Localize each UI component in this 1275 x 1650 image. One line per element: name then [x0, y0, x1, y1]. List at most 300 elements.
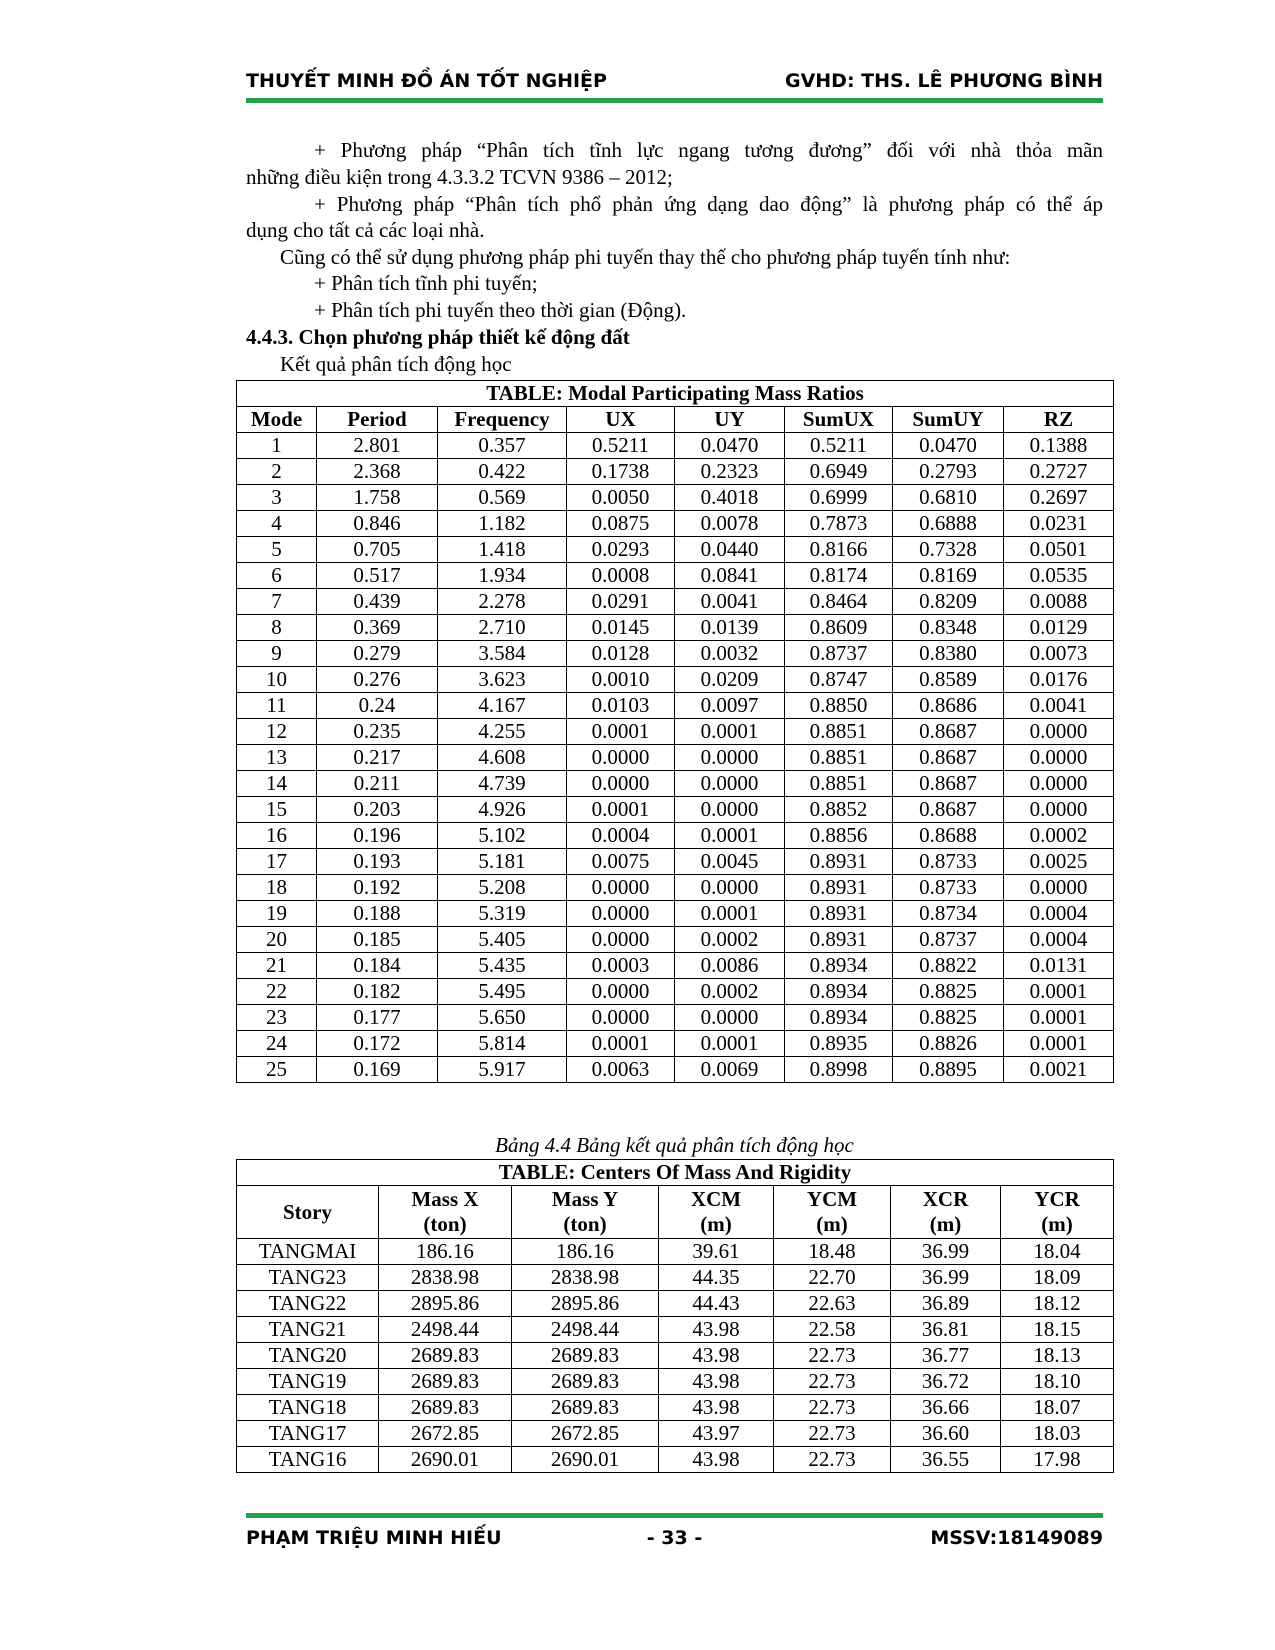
table-cell: 22.63	[774, 1291, 891, 1317]
table-cell: TANG23	[237, 1265, 379, 1291]
table-cell: 22.58	[774, 1317, 891, 1343]
table-title: TABLE: Centers Of Mass And Rigidity	[237, 1160, 1114, 1186]
column-header	[512, 1186, 659, 1239]
table-row	[237, 719, 1114, 745]
table-cell: 0.182	[317, 979, 438, 1005]
table-cell: 0.0078	[675, 511, 785, 537]
table-cell: 0.8856	[785, 823, 893, 849]
table-cell: 2689.83	[379, 1369, 512, 1395]
table-row	[237, 693, 1114, 719]
paragraph-line: + Phân tích tĩnh phi tuyến;	[314, 271, 538, 295]
table-cell: 0.0004	[1004, 927, 1114, 953]
table-cell: 0.0000	[675, 745, 785, 771]
table-cell: 0.0145	[567, 615, 675, 641]
table-cell: 13	[237, 745, 317, 771]
table-cell: 18.48	[774, 1239, 891, 1265]
table-cell: 0.0002	[1004, 823, 1114, 849]
table-cell: 0.0021	[1004, 1057, 1114, 1083]
table-cell: 0.369	[317, 615, 438, 641]
column-header	[659, 1186, 774, 1239]
table-cell: 0.8851	[785, 719, 893, 745]
paragraph-line: dụng cho tất cả các loại nhà.	[246, 218, 485, 242]
table-cell: 0.185	[317, 927, 438, 953]
table-cell: 2.278	[438, 589, 567, 615]
table-cell: 0.0086	[675, 953, 785, 979]
table-cell: 0.8851	[785, 771, 893, 797]
table-cell: 0.8931	[785, 875, 893, 901]
column-header-unit: (ton)	[423, 1212, 467, 1236]
table-cell: 0.192	[317, 875, 438, 901]
column-header-label: Story	[283, 1199, 332, 1224]
table-cell: 36.81	[891, 1317, 1001, 1343]
table-cell: 2672.85	[379, 1421, 512, 1447]
table-row	[237, 1369, 1114, 1395]
table-cell: 1.758	[317, 485, 438, 511]
table-row	[237, 979, 1114, 1005]
table-cell: 0.8931	[785, 927, 893, 953]
table-cell: 0.0001	[1004, 979, 1114, 1005]
table-cell: 24	[237, 1031, 317, 1057]
table-row	[237, 1421, 1114, 1447]
table-cell: 22.73	[774, 1421, 891, 1447]
table-row	[237, 641, 1114, 667]
table-cell: 22.70	[774, 1265, 891, 1291]
table-cell: 0.0004	[567, 823, 675, 849]
table-cell: 0.0470	[893, 433, 1004, 459]
table-cell: 11	[237, 693, 317, 719]
table-cell: 2690.01	[512, 1447, 659, 1473]
intro-text: Kết quả phân tích động học	[280, 352, 512, 376]
table-row	[237, 1057, 1114, 1083]
table-cell: 0.0002	[675, 927, 785, 953]
table-cell: 19	[237, 901, 317, 927]
table-cell: 0.8737	[893, 927, 1004, 953]
table-row	[237, 1317, 1114, 1343]
table-cell: 0.8589	[893, 667, 1004, 693]
table-cell: 5.102	[438, 823, 567, 849]
table-cell: 6	[237, 563, 317, 589]
table-cell: 7	[237, 589, 317, 615]
table-cell: 22.73	[774, 1395, 891, 1421]
table-cell: 16	[237, 823, 317, 849]
table-cell: 4.926	[438, 797, 567, 823]
table-cell: 0.0841	[675, 563, 785, 589]
table-cell: 4.739	[438, 771, 567, 797]
table-cell: 0.0128	[567, 641, 675, 667]
table-cell: 2689.83	[379, 1395, 512, 1421]
table-cell: 2689.83	[512, 1395, 659, 1421]
table-cell: 0.0008	[567, 563, 675, 589]
table-cell: 2895.86	[379, 1291, 512, 1317]
table-cell: 0.8174	[785, 563, 893, 589]
table-cell: 0.0041	[1004, 693, 1114, 719]
table-row	[237, 1031, 1114, 1057]
table-row	[237, 1447, 1114, 1473]
table-cell: 0.4018	[675, 485, 785, 511]
table-cell: 0.8166	[785, 537, 893, 563]
table-row	[237, 667, 1114, 693]
table-cell: 0.0063	[567, 1057, 675, 1083]
table-cell: 17.98	[1001, 1447, 1114, 1473]
table-cell: 0.0001	[675, 901, 785, 927]
table-row	[237, 537, 1114, 563]
table-cell: 0.8687	[893, 771, 1004, 797]
footer-author: PHẠM TRIỆU MINH HIẾU	[246, 1527, 502, 1549]
table-cell: 0.0000	[567, 979, 675, 1005]
column-header: UY	[675, 407, 785, 433]
table-cell: 8	[237, 615, 317, 641]
table-cell: 20	[237, 927, 317, 953]
table-cell: 18.04	[1001, 1239, 1114, 1265]
table-cell: 0.0129	[1004, 615, 1114, 641]
table-cell: 0.0000	[567, 901, 675, 927]
table-row	[237, 459, 1114, 485]
column-header: SumUY	[893, 407, 1004, 433]
table-cell: 0.0010	[567, 667, 675, 693]
table-caption: Bảng 4.4 Bảng kết quả phân tích động học	[495, 1133, 854, 1157]
table-cell: TANGMAI	[237, 1239, 379, 1265]
table-cell: TANG21	[237, 1317, 379, 1343]
table-cell: 5.208	[438, 875, 567, 901]
table-row	[237, 953, 1114, 979]
table-cell: 0.8931	[785, 849, 893, 875]
paragraph-line: những điều kiện trong 4.3.3.2 TCVN 9386 – 2012;	[246, 165, 673, 189]
column-header: Period	[317, 407, 438, 433]
table-cell: 0.0501	[1004, 537, 1114, 563]
column-header-label: YCR	[1034, 1187, 1080, 1211]
table-cell: 0.8733	[893, 849, 1004, 875]
table-cell: 2690.01	[379, 1447, 512, 1473]
table-cell: 22.73	[774, 1447, 891, 1473]
table-cell: 0.0050	[567, 485, 675, 511]
table-cell: 0.0075	[567, 849, 675, 875]
table-row	[237, 797, 1114, 823]
table-cell: 4.167	[438, 693, 567, 719]
table-cell: 0.8737	[785, 641, 893, 667]
table-cell: 0.24	[317, 693, 438, 719]
header-rule	[246, 98, 1103, 103]
table-cell: 0.8209	[893, 589, 1004, 615]
table-cell: 0.2793	[893, 459, 1004, 485]
table-cell: 0.0001	[675, 719, 785, 745]
table-cell: 9	[237, 641, 317, 667]
table-cell: 0.0535	[1004, 563, 1114, 589]
column-header-label: Mass X	[411, 1187, 479, 1211]
table-row	[237, 901, 1114, 927]
table-row	[237, 1343, 1114, 1369]
table-cell: 0.276	[317, 667, 438, 693]
table-cell: 2672.85	[512, 1421, 659, 1447]
paragraph-line: + Phân tích phi tuyến theo thời gian (Động).	[314, 298, 687, 322]
table-cell: 1.934	[438, 563, 567, 589]
table-row	[237, 823, 1114, 849]
column-header: Frequency	[438, 407, 567, 433]
table-cell: 18.09	[1001, 1265, 1114, 1291]
table-cell: 18.07	[1001, 1395, 1114, 1421]
table-cell: 0.0231	[1004, 511, 1114, 537]
table-cell: 0.8464	[785, 589, 893, 615]
table-cell: 39.61	[659, 1239, 774, 1265]
table-row	[237, 1005, 1114, 1031]
table-cell: 2689.83	[379, 1343, 512, 1369]
table-cell: 0.8609	[785, 615, 893, 641]
paragraph-line: Cũng có thể sử dụng phương pháp phi tuyến thay thế cho phương pháp tuyến tính như:	[280, 245, 1011, 269]
table-cell: 0.177	[317, 1005, 438, 1031]
table-cell: 2.801	[317, 433, 438, 459]
table-cell: 5.319	[438, 901, 567, 927]
table-row	[237, 511, 1114, 537]
table-cell: 22.73	[774, 1369, 891, 1395]
table-cell: 1	[237, 433, 317, 459]
table-cell: 25	[237, 1057, 317, 1083]
table-cell: 5.650	[438, 1005, 567, 1031]
table-cell: 0.8688	[893, 823, 1004, 849]
table-cell: 0.5211	[785, 433, 893, 459]
table-cell: 0.0001	[567, 719, 675, 745]
table-cell: 5.917	[438, 1057, 567, 1083]
table-cell: 0.0000	[675, 771, 785, 797]
table-cell: 0.422	[438, 459, 567, 485]
column-header-unit: (m)	[1041, 1212, 1073, 1236]
table-cell: 0.0004	[1004, 901, 1114, 927]
table-cell: 22	[237, 979, 317, 1005]
table-cell: 5.405	[438, 927, 567, 953]
table-cell: 18	[237, 875, 317, 901]
modal-mass-ratios-table	[236, 380, 1114, 1083]
table-row	[237, 927, 1114, 953]
header-advisor: GVHD: THS. LÊ PHƯƠNG BÌNH	[784, 70, 1103, 92]
table-cell: 0.0000	[567, 875, 675, 901]
table-cell: 0.2323	[675, 459, 785, 485]
table-cell: 0.0001	[1004, 1031, 1114, 1057]
table-cell: 43.98	[659, 1369, 774, 1395]
table-cell: 186.16	[379, 1239, 512, 1265]
table-cell: 36.77	[891, 1343, 1001, 1369]
column-header	[1001, 1186, 1114, 1239]
table-cell: 0.0069	[675, 1057, 785, 1083]
table-cell: 18.03	[1001, 1421, 1114, 1447]
table-cell: 15	[237, 797, 317, 823]
header-title: THUYẾT MINH ĐỒ ÁN TỐT NGHIỆP	[246, 70, 607, 92]
table-cell: 0.0131	[1004, 953, 1114, 979]
column-header: Mode	[237, 407, 317, 433]
table-row	[237, 1239, 1114, 1265]
table-cell: 0.193	[317, 849, 438, 875]
column-header: RZ	[1004, 407, 1114, 433]
table-cell: 0.0088	[1004, 589, 1114, 615]
table-cell: 36.99	[891, 1239, 1001, 1265]
table-cell: 0.8687	[893, 719, 1004, 745]
table-cell: 5.435	[438, 953, 567, 979]
table-cell: 0.357	[438, 433, 567, 459]
table-cell: 0.188	[317, 901, 438, 927]
table-cell: 2.368	[317, 459, 438, 485]
table-cell: 0.8895	[893, 1057, 1004, 1083]
table-cell: 0.0001	[567, 1031, 675, 1057]
table-cell: 0.0000	[1004, 771, 1114, 797]
table-row	[237, 849, 1114, 875]
table-cell: 2.710	[438, 615, 567, 641]
table-cell: 0.169	[317, 1057, 438, 1083]
table-cell: 0.0293	[567, 537, 675, 563]
table-cell: 0.6949	[785, 459, 893, 485]
table-cell: TANG20	[237, 1343, 379, 1369]
table-cell: 0.8934	[785, 979, 893, 1005]
table-header-row	[237, 407, 1114, 433]
column-header	[774, 1186, 891, 1239]
table-cell: 0.0291	[567, 589, 675, 615]
column-header	[891, 1186, 1001, 1239]
table-cell: 0.1388	[1004, 433, 1114, 459]
table-cell: 0.0000	[675, 797, 785, 823]
table-cell: 0.8825	[893, 979, 1004, 1005]
table-cell: 0.0000	[675, 875, 785, 901]
table-row	[237, 615, 1114, 641]
table-row	[237, 589, 1114, 615]
table-cell: 0.8734	[893, 901, 1004, 927]
table-cell: 0.8826	[893, 1031, 1004, 1057]
table-cell: 0.0000	[567, 745, 675, 771]
table-cell: 18.13	[1001, 1343, 1114, 1369]
table-cell: 36.60	[891, 1421, 1001, 1447]
table-cell: 5	[237, 537, 317, 563]
table-cell: 2838.98	[379, 1265, 512, 1291]
table-cell: 0.0025	[1004, 849, 1114, 875]
table-cell: 0.0000	[1004, 745, 1114, 771]
table-cell: 0.0139	[675, 615, 785, 641]
table-cell: 3.623	[438, 667, 567, 693]
table-cell: 0.8687	[893, 745, 1004, 771]
table-cell: 0.7328	[893, 537, 1004, 563]
column-header	[379, 1186, 512, 1239]
table-cell: 4.255	[438, 719, 567, 745]
table-cell: 0.5211	[567, 433, 675, 459]
table-cell: 0.0000	[1004, 797, 1114, 823]
page-number: - 33 -	[646, 1527, 703, 1549]
table-cell: 23	[237, 1005, 317, 1031]
table-cell: 10	[237, 667, 317, 693]
table-cell: 43.98	[659, 1447, 774, 1473]
column-header-unit: (m)	[816, 1212, 848, 1236]
table-header-row	[237, 1186, 1114, 1239]
table-cell: 18.12	[1001, 1291, 1114, 1317]
table-cell: 0.8822	[893, 953, 1004, 979]
table-cell: 0.0000	[567, 771, 675, 797]
column-header: SumUX	[785, 407, 893, 433]
table-cell: 0.217	[317, 745, 438, 771]
table-cell: 43.98	[659, 1343, 774, 1369]
table-cell: 0.8380	[893, 641, 1004, 667]
table-cell: 0.0470	[675, 433, 785, 459]
table-cell: 1.418	[438, 537, 567, 563]
centers-of-mass-table	[236, 1159, 1114, 1473]
section-heading: 4.4.3. Chọn phương pháp thiết kế động đất	[246, 325, 630, 349]
table-cell: 0.0875	[567, 511, 675, 537]
table-cell: 0.8934	[785, 1005, 893, 1031]
table-cell: 36.72	[891, 1369, 1001, 1395]
table-cell: 0.0440	[675, 537, 785, 563]
table-title: TABLE: Modal Participating Mass Ratios	[237, 381, 1114, 407]
paragraph-line: + Phương pháp “Phân tích phổ phản ứng dạng dao động” là phương pháp có thể áp	[314, 192, 1103, 216]
table-cell: 0.0003	[567, 953, 675, 979]
table-cell: 2689.83	[512, 1369, 659, 1395]
table-cell: 43.98	[659, 1395, 774, 1421]
table-cell: 0.8169	[893, 563, 1004, 589]
table-cell: 0.8733	[893, 875, 1004, 901]
table-cell: TANG19	[237, 1369, 379, 1395]
table-cell: 22.73	[774, 1343, 891, 1369]
table-cell: 14	[237, 771, 317, 797]
column-header: UX	[567, 407, 675, 433]
column-header	[237, 1186, 379, 1239]
table-cell: 4	[237, 511, 317, 537]
column-header-unit: (m)	[700, 1212, 732, 1236]
table-cell: 0.0000	[567, 927, 675, 953]
table-cell: 36.89	[891, 1291, 1001, 1317]
table-cell: 0.8935	[785, 1031, 893, 1057]
table-cell: 43.97	[659, 1421, 774, 1447]
table-cell: 0.8348	[893, 615, 1004, 641]
table-cell: 44.43	[659, 1291, 774, 1317]
table-cell: 0.172	[317, 1031, 438, 1057]
table-cell: 0.0000	[675, 1005, 785, 1031]
table-cell: 0.211	[317, 771, 438, 797]
table-cell: 0.705	[317, 537, 438, 563]
page-footer	[246, 1527, 1103, 1553]
table-cell: 18.10	[1001, 1369, 1114, 1395]
table-cell: 0.0000	[1004, 719, 1114, 745]
table-cell: 0.0103	[567, 693, 675, 719]
column-header-label: XCR	[922, 1187, 969, 1211]
table-cell: 0.203	[317, 797, 438, 823]
table-cell: 36.99	[891, 1265, 1001, 1291]
table-cell: TANG22	[237, 1291, 379, 1317]
table-row	[237, 1395, 1114, 1421]
table-cell: 21	[237, 953, 317, 979]
table-cell: 2895.86	[512, 1291, 659, 1317]
table-cell: 44.35	[659, 1265, 774, 1291]
table-cell: 2838.98	[512, 1265, 659, 1291]
page-header	[246, 70, 1103, 96]
column-header-label: Mass Y	[551, 1187, 619, 1211]
table-cell: 0.0209	[675, 667, 785, 693]
table-cell: 2498.44	[379, 1317, 512, 1343]
table-cell: 0.439	[317, 589, 438, 615]
table-cell: 0.7873	[785, 511, 893, 537]
table-cell: 0.6999	[785, 485, 893, 511]
table-cell: 0.8931	[785, 901, 893, 927]
table-row	[237, 1265, 1114, 1291]
table-cell: 0.0001	[1004, 1005, 1114, 1031]
table-cell: 0.2697	[1004, 485, 1114, 511]
table-cell: 186.16	[512, 1239, 659, 1265]
paragraph-line: + Phương pháp “Phân tích tĩnh lực ngang tương đương” đối với nhà thỏa mãn	[314, 138, 1103, 162]
table-cell: 0.8686	[893, 693, 1004, 719]
footer-student-id: MSSV:18149089	[930, 1527, 1103, 1549]
table-cell: 0.0045	[675, 849, 785, 875]
table-row	[237, 745, 1114, 771]
table-cell: 0.8687	[893, 797, 1004, 823]
table-cell: 0.6888	[893, 511, 1004, 537]
table-row	[237, 563, 1114, 589]
table-cell: 12	[237, 719, 317, 745]
table-cell: 1.182	[438, 511, 567, 537]
table-cell: TANG18	[237, 1395, 379, 1421]
table-cell: 5.814	[438, 1031, 567, 1057]
table-cell: 0.8850	[785, 693, 893, 719]
table-cell: 0.0002	[675, 979, 785, 1005]
table-row	[237, 1291, 1114, 1317]
